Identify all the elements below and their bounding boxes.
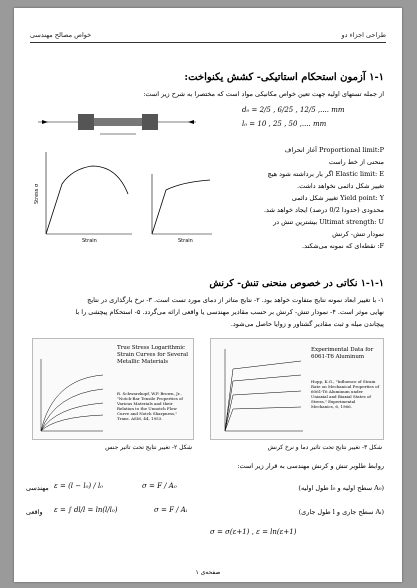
definitions-list xyxy=(214,144,384,252)
body-line: پیچاندن میله و ثبت مقادیر گشتاور و زوایا حاصل می‌شود. xyxy=(230,320,384,328)
def-line: تغییر شکل دائمی نخواهد داشت. xyxy=(297,182,384,190)
caption-right: شکل ۳- تغییر نتایج تحت تاثیر دما و نرخ کرنش xyxy=(267,444,382,451)
dims-d: d₀ = 2/5 , 6/25 , 12/5 ,.... mm xyxy=(242,106,345,114)
section-2-body xyxy=(32,294,384,330)
series-line xyxy=(225,361,301,431)
series-line xyxy=(225,391,301,431)
def-line: محدودی (حدودا 0/2 درصد) ایجاد خواهد شد. xyxy=(263,206,384,214)
arrow-left xyxy=(42,120,48,124)
y-label: Stress σ xyxy=(34,183,40,204)
series-line xyxy=(41,375,103,431)
def-line: F: نقطه‌ای که نمونه می‌شکند. xyxy=(302,242,384,250)
specimen-end-left xyxy=(78,114,94,130)
label-r1: (A₀ سطح اولیه و l₀ طول اولیه) xyxy=(298,484,384,492)
series-line xyxy=(225,375,301,431)
def-line: Yield point: Y تغییر شکل دائمی xyxy=(291,194,384,202)
fig-right-ref: Hopp, K.G., "Influence of Strain Rate on Mechanical Properties of 6061-T6 Aluminum under Uniaxial and Biaxial States of Stress," Experimental Mechanics, 6, 1966. xyxy=(311,379,380,409)
eng-stress: σ = F / A₀ xyxy=(142,482,177,490)
fig-left-ref: R. Schwarzkopf, W.P. Brown, Jr., "Notch-Bar Tensile Properties of Various Materials and their Relation to the Unnotch Flow Curve and Notch Sharpness," Trans. ASM, 44, 1953. xyxy=(117,391,183,421)
figure-aluminum xyxy=(210,338,384,440)
def-line: Proportional limit:P آغاز انحراف xyxy=(284,146,384,154)
series-line xyxy=(41,403,103,431)
def-line: منحنی از خط راست xyxy=(328,158,384,166)
x-label-b: Strain xyxy=(178,238,193,244)
page-header xyxy=(30,30,386,43)
def-line: Elastic limit: E اگر بار برداشته شود هیچ xyxy=(267,170,384,178)
caption-left: شکل ۲- تغییر نتایج تحت تاثیر جنس xyxy=(105,444,192,451)
page-number: صفحه‌ی ۱ xyxy=(195,569,221,576)
document-page xyxy=(14,8,402,582)
eng-strain: ε = (l − l₀) / l₀ xyxy=(54,482,103,490)
body-line: نهایی موثر است. ۴- نمودار تنش- کرنش بر حسب مقادیر مهندسی یا واقعی ارائه می‌گردد. ۵- استحکام پیچشی را با xyxy=(75,308,384,316)
label-r2: (Aᵢ سطح جاری و l طول جاری) xyxy=(298,508,384,516)
figure-materials xyxy=(32,338,194,440)
header-left: خواص مصالح مهندسی xyxy=(30,31,92,39)
specimen-gauge xyxy=(94,118,142,126)
arrow-right xyxy=(188,120,194,124)
label-eng: مهندسی xyxy=(26,484,49,492)
relations-intro: روابط طلوبر تنش و کرنش مهندسی به قرار زیر است: xyxy=(237,462,384,470)
specimen-end-right xyxy=(142,114,158,130)
def-line: نمودار تنش- کرنش xyxy=(332,230,384,238)
true-stress: σ = F / Aᵢ xyxy=(154,506,188,514)
dims-l: l₀ = 10 , 25 , 50 ,.... mm xyxy=(242,120,327,128)
def-line: Ultimat strength: U بیشترین تنش در xyxy=(273,218,384,226)
curve-b xyxy=(152,180,210,234)
true-strain: ε = ∫ dl/l = ln(l/l₀) xyxy=(54,506,118,514)
body-line: ۱- با تغییر ابعاد نمونه نتایج متفاوت خواهد بود. ۲- نتایج متاثر از دمای مورد تست است. ۳- نرخ بارگذاری در نتایج xyxy=(87,296,384,304)
fig-right-title: Experimental Data for 6061-T6 Aluminum xyxy=(311,347,374,360)
section-1-intro: از جمله تستهای اولیه جهت تعین خواص مکانیکی مواد است که مختصرا به شرح زیر است: xyxy=(143,90,384,98)
section-1-title: ۱-۱ آزمون استحکام استاتیکی- کشش یکنواخت: xyxy=(184,72,384,83)
section-2-title: ۱-۱-۱ نکاتی در خصوص منحنی تنش- کرنش xyxy=(209,278,384,289)
curve-a xyxy=(46,166,128,234)
relation-formula: σ = σ(ε+1) , ε = ln(ε+1) xyxy=(210,528,297,536)
fig-left-title: True Stress Logarithmic Strain Curves for Several Metallic Materials xyxy=(117,345,189,365)
label-true: واقعی xyxy=(26,508,43,516)
specimen-diagram xyxy=(38,104,198,140)
stress-strain-figure xyxy=(32,144,217,244)
series-line xyxy=(41,415,103,431)
series-line xyxy=(225,407,301,431)
header-right: طراحی اجزاء دو xyxy=(341,31,386,39)
x-label-a: Strain xyxy=(82,238,97,244)
